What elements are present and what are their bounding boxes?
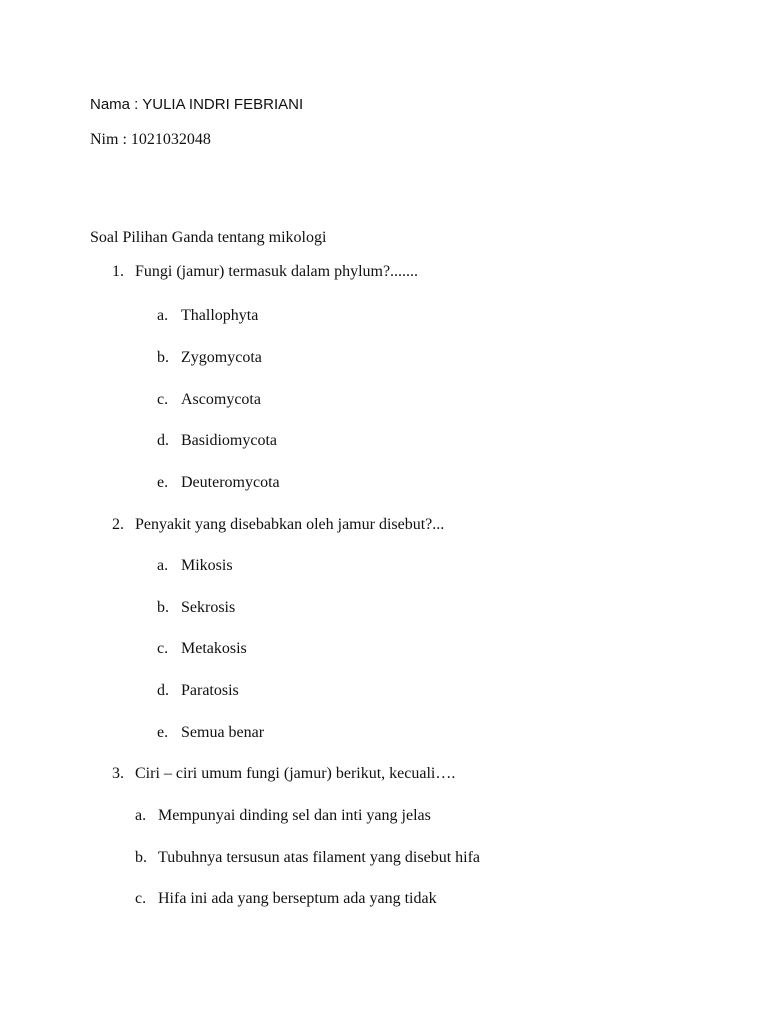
option-text: Zygomycota [181,349,262,366]
option-letter: b. [157,599,169,616]
option-letter: e. [157,724,169,741]
option-text: Basidiomycota [181,432,277,449]
question-number: 2. [112,516,124,533]
question-number: 3. [112,765,124,782]
option-text: Deuteromycota [181,474,280,491]
option-text: Mikosis [181,557,233,574]
option-letter: c. [157,391,169,408]
option-letter: e. [157,474,169,491]
option-letter: a. [157,557,169,574]
option-text: Mempunyai dinding sel dan inti yang jelas [158,807,431,824]
option-letter: c. [135,890,147,907]
option-text: Semua benar [181,724,265,741]
option-letter: d. [157,682,169,699]
option-text: Metakosis [181,640,247,657]
student-name: Nama : YULIA INDRI FEBRIANI [90,96,304,113]
option-text: Tubuhnya tersusun atas filament yang disebut hifa [158,849,481,866]
question-text: Penyakit yang disebabkan oleh jamur disebut?... [135,516,445,533]
option-letter: b. [135,849,147,866]
option-text: Sekrosis [181,599,236,616]
option-letter: a. [135,807,147,824]
student-nim: Nim : 1021032048 [90,131,211,148]
option-text: Ascomycota [181,391,261,408]
option-text: Hifa ini ada yang berseptum ada yang tidak [158,890,437,907]
question-number: 1. [112,263,124,280]
option-letter: a. [157,307,169,324]
question-text: Ciri – ciri umum fungi (jamur) berikut, kecuali…. [135,765,456,782]
question-text: Fungi (jamur) termasuk dalam phylum?....... [135,263,419,280]
option-text: Paratosis [181,682,239,699]
option-letter: d. [157,432,169,449]
option-text: Thallophyta [181,307,259,324]
option-letter: c. [157,640,169,657]
option-letter: b. [157,349,169,366]
section-title: Soal Pilihan Ganda tentang mikologi [90,229,327,246]
